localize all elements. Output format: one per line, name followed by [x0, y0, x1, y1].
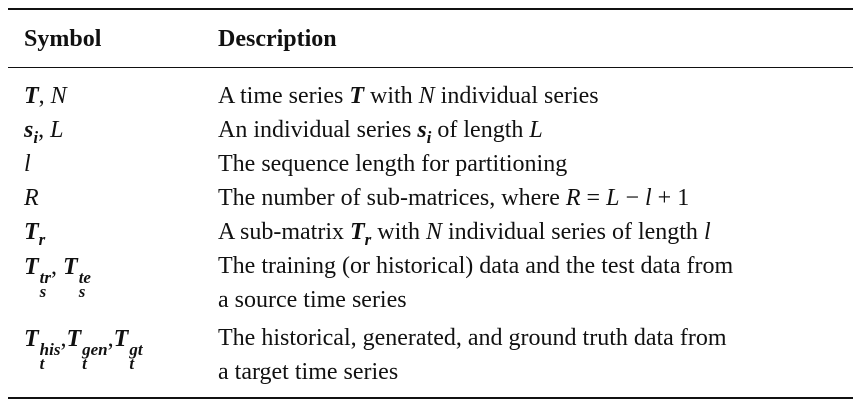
symbol-base: T — [24, 83, 39, 109]
table-row — [8, 113, 853, 147]
symbol-base: s — [24, 117, 34, 143]
description-cell — [218, 321, 853, 389]
symbol-base: T — [24, 254, 39, 280]
symbol-base: L — [50, 117, 64, 143]
symbol-base: N — [50, 83, 67, 109]
symbol-subscript: t — [82, 354, 87, 373]
notation-table — [8, 8, 853, 399]
symbol-cell — [8, 249, 218, 299]
symbol-cell — [8, 215, 218, 249]
bottom-rule — [8, 397, 853, 399]
symbol-base: T — [63, 254, 78, 280]
symbol-base: T — [66, 326, 82, 352]
symbol-superscript: his — [39, 340, 61, 359]
symbol-superscript: te — [78, 268, 91, 287]
description-line: The historical, generated, and ground truth data from — [218, 325, 727, 351]
description-cell: The sequence length for partitioning — [218, 151, 568, 177]
description-line: The training (or historical) data and the test data from — [218, 253, 734, 279]
symbol-base: l — [24, 151, 31, 177]
symbol-superscript: gt — [129, 340, 143, 359]
symbol-separator: , — [38, 117, 51, 143]
symbol-scripts — [129, 340, 143, 373]
symbol-subscript: t — [129, 354, 135, 373]
symbol-subscript: i — [33, 128, 39, 147]
table-row — [8, 181, 853, 215]
symbol-scripts — [82, 340, 108, 373]
description-cell: The number of sub-matrices, where R = L − l + 1 — [218, 185, 690, 211]
symbol-subscript: s — [39, 282, 47, 301]
description-cell: An individual series $s_i$ of length L — [218, 117, 543, 147]
symbol-separator: , — [60, 326, 67, 352]
header-row — [8, 10, 853, 67]
description-cell — [218, 249, 853, 317]
description-cell: A time series T with N individual series — [218, 83, 599, 109]
description-line: a target time series — [218, 359, 399, 385]
symbol-cell — [8, 147, 218, 181]
table-row — [8, 249, 853, 317]
symbol-subscript: r — [38, 230, 46, 249]
symbol-cell — [8, 321, 218, 371]
symbol-scripts — [78, 268, 91, 301]
table-body — [8, 68, 853, 397]
header-symbol: Symbol — [24, 25, 102, 52]
symbol-base: T — [24, 219, 39, 245]
symbol-base: R — [24, 185, 39, 211]
table-row — [8, 147, 853, 181]
symbol-superscript: gen — [82, 340, 108, 359]
table-row — [8, 215, 853, 249]
description-line: a source time series — [218, 287, 407, 313]
table-row — [8, 321, 853, 389]
symbol-scripts — [39, 340, 61, 373]
symbol-separator: , — [51, 254, 64, 280]
symbol-separator: , — [107, 326, 114, 352]
header-description: Description — [218, 25, 337, 52]
symbol-superscript: tr — [39, 268, 52, 287]
symbol-cell — [8, 113, 218, 147]
symbol-base: T — [24, 326, 39, 352]
symbol-cell — [8, 79, 218, 113]
symbol-separator: , — [38, 83, 51, 109]
symbol-base: T — [113, 326, 129, 352]
table-row — [8, 79, 853, 113]
symbol-subscript: s — [78, 282, 86, 301]
symbol-subscript: t — [39, 354, 45, 373]
symbol-cell — [8, 181, 218, 215]
symbol-scripts — [39, 268, 52, 301]
description-cell: A sub-matrix $T_r$ with N individual series of length l — [218, 219, 711, 249]
